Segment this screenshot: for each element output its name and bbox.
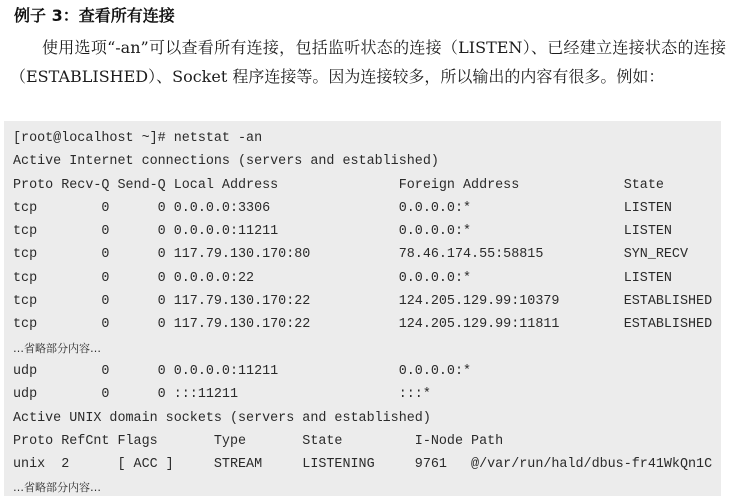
terminal-line: tcp 0 0 0.0.0.0:3306 0.0.0.0:* LISTEN [13,200,672,216]
example-heading: 例子 3：查看所有连接 [14,6,175,25]
terminal-line: [root@localhost ~]# netstat -an [13,131,263,146]
terminal-line: Proto RefCnt Flags Type State I-Node Path [13,433,504,449]
terminal-output [4,121,721,496]
terminal-line: Active UNIX domain sockets (servers and established) [13,410,431,426]
omitted-content-note: …省略部分内容… [13,341,101,355]
terminal-line: udp 0 0 0.0.0.0:11211 0.0.0.0:* [13,363,472,379]
terminal-line: udp 0 0 :::11211 :::* [13,387,431,403]
example-description: 使用选项“-an”可以查看所有连接，包括监听状态的连接（LISTEN）、已经建立连接状态的连接（ESTABLISHED）、Socket 程序连接等。因为连接较多，所以输出的内容有很多。例如： [10,38,726,86]
terminal-line: tcp 0 0 117.79.130.170:22 124.205.129.99:11811 ESTABLISHED [13,317,713,333]
terminal-line: tcp 0 0 0.0.0.0:22 0.0.0.0:* LISTEN [13,270,672,286]
omitted-content-note: …省略部分内容… [13,481,101,495]
terminal-line: tcp 0 0 0.0.0.0:11211 0.0.0.0:* LISTEN [13,224,672,240]
terminal-line: Active Internet connections (servers and established) [13,154,439,170]
terminal-line: unix 2 [ ACC ] STREAM LISTENING 9761 @/var/run/hald/dbus-fr41WkQn1C [13,457,713,473]
terminal-line: Proto Recv-Q Send-Q Local Address Foreign Address State [13,177,664,193]
terminal-line: tcp 0 0 117.79.130.170:22 124.205.129.99:10379 ESTABLISHED [13,294,713,310]
terminal-line: tcp 0 0 117.79.130.170:80 78.46.174.55:58815 SYN_RECV [13,247,688,263]
